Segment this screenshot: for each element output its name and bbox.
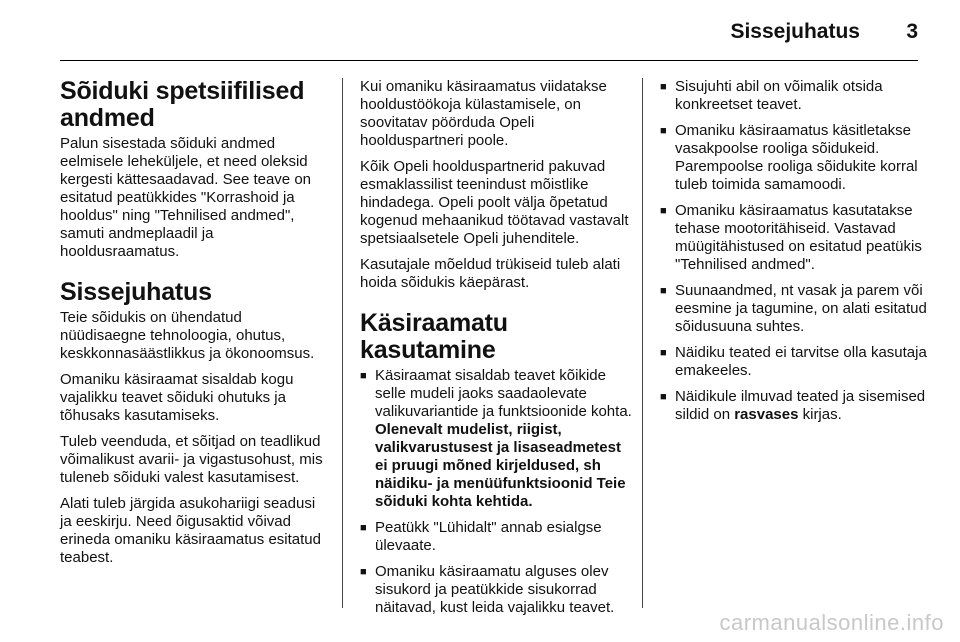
bold-note: Olenevalt mudelist, riigist, valikvarustusest ja lisaseadmetest ei pruugi mõned kirjeldused, sh näidiku- ja menüüfunktsioonid Teie sõiduki kohta kehtida. — [375, 421, 626, 510]
page-number: 3 — [906, 20, 918, 43]
column-divider-2 — [642, 78, 643, 608]
page-header — [60, 16, 918, 56]
heading-vehicle-data: Sõiduki spetsiifilised andmed — [60, 77, 305, 132]
list-item: ■ Näidiku teated ei tarvitse olla kasutaja emakeeles. — [660, 344, 930, 380]
list-item: ■ Omaniku käsiraamatus käsitletakse vasakpoolse rooliga sõidukeid. Parempoolse rooliga sõidukite korral tuleb toimida samamoodi. — [660, 122, 930, 194]
list-item: ■ Peatükk "Lühidalt" annab esialgse ülevaate. — [360, 519, 632, 555]
bullet-list — [660, 78, 930, 424]
list-item: ■ Omaniku käsiraamatus kasutatakse tehase mootoritähiseid. Vastavad müügitähistused on esitatud peatükis "Tehnilised andmed". — [660, 202, 930, 274]
watermark: carmanualsonline.info — [719, 610, 944, 635]
header-rule — [60, 60, 918, 61]
bullet-list — [360, 367, 632, 617]
list-item: ■ Suunaandmed, nt vasak ja parem või eesmine ja tagumine, on alati esitatud sõidusuuna suhtes. — [660, 282, 930, 336]
list-item: ■ Sisujuhti abil on võimalik otsida konkreetset teavet. — [660, 78, 930, 114]
heading-using-manual: Käsiraamatu kasutamine — [360, 309, 508, 364]
paragraph: Teie sõidukis on ühendatud nüüdisaegne tehnoloogia, ohutus, keskkonnasäästlikkus ja ökonoomsus. — [60, 309, 315, 362]
paragraph: Palun sisestada sõiduki andmed eelmisele leheküljele, et need oleksid kergesti kättesaadavad. See teave on esitatud peatükkides "Korrashoid ja hooldus" ning "Tehnilised andmed", samuti andmeplaadil ja hooldusraamatus. — [60, 135, 312, 260]
header-title: Sissejuhatus — [730, 20, 860, 43]
heading-introduction: Sissejuhatus — [60, 278, 212, 306]
bold-word: rasvases — [734, 406, 799, 423]
paragraph: Kõik Opeli hoolduspartnerid pakuvad esmaklassilist teenindust mõistlike hindadega. Opeli poolt välja õpetatud kogenud mehaanikud töötavad vastavalt spetsiaalsetele Opeli juhenditele. — [360, 158, 629, 247]
list-item: ■ Näidikule ilmuvad teated ja sisemised sildid on rasvases kirjas. — [660, 388, 930, 424]
paragraph: Alati tuleb järgida asukohariigi seadusi ja eeskirju. Need õigusaktid võivad erineda omaniku käsiraamatus esitatud teabest. — [60, 495, 321, 566]
paragraph: Kasutajale mõeldud trükiseid tuleb alati hoida sõidukis käepärast. — [360, 256, 621, 291]
list-item: ■ Käsiraamat sisaldab teavet kõikide selle mudeli jaoks saadaolevate valikuvariantide ja funktsioonide kohta. Olenevalt mudelist, riigist, valikvarustusest ja lisaseadmetest ei pruugi mõned kirjeldused, sh näidiku- ja menüüfunktsioonid Teie sõiduki kohta kehtida. — [360, 367, 632, 511]
paragraph: Tuleb veenduda, et sõitjad on teadlikud võimalikust avarii- ja vigastusohust, mis tuleneb sõiduki valest kasutamisest. — [60, 433, 323, 486]
paragraph: Kui omaniku käsiraamatus viidatakse hooldustöökoja külastamisele, on soovitatav pöörduda Opeli hoolduspartneri poole. — [360, 78, 607, 149]
column-3 — [660, 78, 930, 432]
column-divider-1 — [342, 78, 343, 608]
column-2 — [360, 78, 632, 625]
list-item: ■ Omaniku käsiraamatu alguses olev sisukord ja peatükkide sisukorrad näitavad, kust leida vajalikku teavet. — [360, 563, 632, 617]
paragraph: Omaniku käsiraamat sisaldab kogu vajalikku teavet sõiduki ohutuks ja tõhusaks kasutamiseks. — [60, 371, 294, 424]
column-1 — [60, 78, 328, 575]
